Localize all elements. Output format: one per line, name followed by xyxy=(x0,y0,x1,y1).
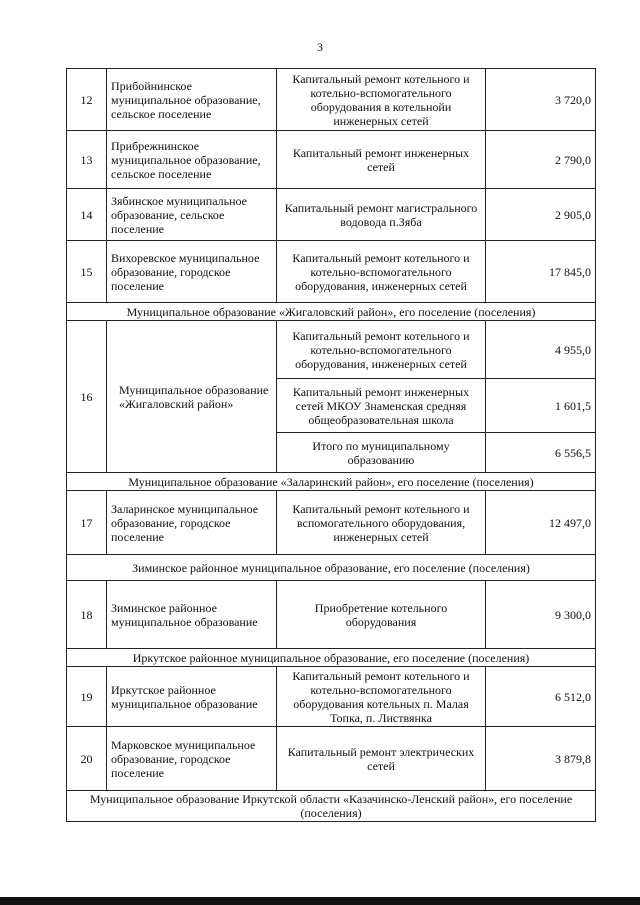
table-row xyxy=(67,69,596,131)
municipality-name: Марковское муниципальное образование, городское поселение xyxy=(107,727,277,791)
amount: 17 845,0 xyxy=(486,241,596,303)
amount: 3 720,0 xyxy=(486,69,596,131)
work-description: Капитальный ремонт инженерных сетей xyxy=(277,131,486,189)
scan-edge-bar xyxy=(0,897,640,905)
work-description: Капитальный ремонт котельного и котельно-вспомогательного оборудования в котельнойи инженерных сетей xyxy=(277,69,486,131)
municipality-name: Муниципальное образование «Жигаловский район» xyxy=(107,321,277,473)
work-description: Приобретение котельного оборудования xyxy=(277,581,486,649)
work-description: Капитальный ремонт котельного и вспомогательного оборудования, инженерных сетей xyxy=(277,491,486,555)
row-number: 15 xyxy=(67,241,107,303)
work-description: Капитальный ремонт котельного и котельно-вспомогательного оборудования котельных п. Малая Топка, п. Листвянка xyxy=(277,667,486,727)
municipality-name: Заларинское муниципальное образование, городское поселение xyxy=(107,491,277,555)
work-description: Капитальный ремонт инженерных сетей МКОУ Знаменская средняя общеобразовательная школа xyxy=(277,379,486,433)
group-header: Муниципальное образование «Жигаловский район», его поселение (поселения) xyxy=(67,303,596,321)
municipality-name: Иркутское районное муниципальное образование xyxy=(107,667,277,727)
table-row xyxy=(67,727,596,791)
page-number: 3 xyxy=(317,40,323,54)
amount: 2 790,0 xyxy=(486,131,596,189)
amount: 1 601,5 xyxy=(486,379,596,433)
amount: 6 512,0 xyxy=(486,667,596,727)
municipality-name: Вихоревское муниципальное образование, городское поселение xyxy=(107,241,277,303)
table-row xyxy=(67,321,596,379)
table-row xyxy=(67,189,596,241)
amount: 4 955,0 xyxy=(486,321,596,379)
row-number: 20 xyxy=(67,727,107,791)
work-description: Капитальный ремонт котельного и котельно-вспомогательного оборудования, инженерных сетей xyxy=(277,321,486,379)
group-header: Иркутское районное муниципальное образование, его поселение (поселения) xyxy=(67,649,596,667)
amount: 9 300,0 xyxy=(486,581,596,649)
municipality-name: Зябинское муниципальное образование, сельское поселение xyxy=(107,189,277,241)
group-header: Муниципальное образование Иркутской области «Казачинско-Ленский район», его поселение (поселения) xyxy=(67,791,596,822)
funding-table xyxy=(66,68,596,822)
row-number: 17 xyxy=(67,491,107,555)
amount: 3 879,8 xyxy=(486,727,596,791)
subtotal-amount: 6 556,5 xyxy=(486,433,596,473)
group-header-row xyxy=(67,555,596,581)
row-number: 14 xyxy=(67,189,107,241)
amount: 2 905,0 xyxy=(486,189,596,241)
row-number: 16 xyxy=(67,321,107,473)
table-row xyxy=(67,491,596,555)
municipality-name: Зиминское районное муниципальное образование xyxy=(107,581,277,649)
row-number: 18 xyxy=(67,581,107,649)
row-number: 13 xyxy=(67,131,107,189)
work-description: Капитальный ремонт котельного и котельно-вспомогательного оборудования, инженерных сетей xyxy=(277,241,486,303)
work-description: Капитальный ремонт магистрального водовода п.Зяба xyxy=(277,189,486,241)
subtotal-label: Итого по муниципальному образованию xyxy=(277,433,486,473)
group-header: Муниципальное образование «Заларинский район», его поселение (поселения) xyxy=(67,473,596,491)
group-header-row xyxy=(67,791,596,822)
group-header-row xyxy=(67,303,596,321)
table-row xyxy=(67,241,596,303)
table-row xyxy=(67,667,596,727)
table-row xyxy=(67,581,596,649)
row-number: 19 xyxy=(67,667,107,727)
municipality-name: Прибрежнинское муниципальное образование, сельское поселение xyxy=(107,131,277,189)
municipality-name: Прибойнинское муниципальное образование, сельское поселение xyxy=(107,69,277,131)
group-header-row xyxy=(67,649,596,667)
group-header: Зиминское районное муниципальное образование, его поселение (поселения) xyxy=(67,555,596,581)
work-description: Капитальный ремонт электрических сетей xyxy=(277,727,486,791)
row-number: 12 xyxy=(67,69,107,131)
group-header-row xyxy=(67,473,596,491)
amount: 12 497,0 xyxy=(486,491,596,555)
table-row xyxy=(67,131,596,189)
